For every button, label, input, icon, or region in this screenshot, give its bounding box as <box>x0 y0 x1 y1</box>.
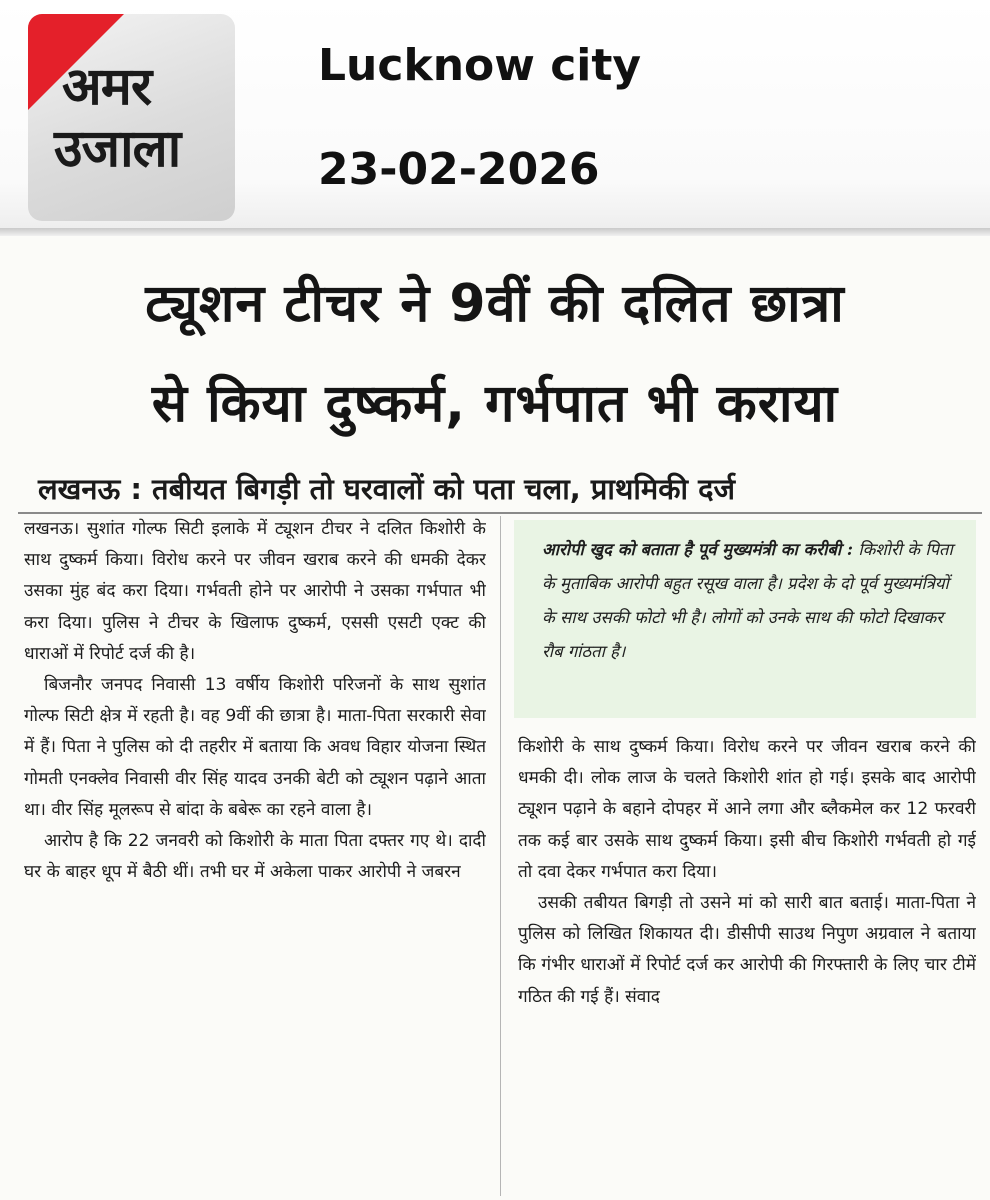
paragraph: बिजनौर जनपद निवासी 13 वर्षीय किशोरी परिजनों के साथ सुशांत गोल्फ सिटी क्षेत्र में रहती है। वह 9वीं की छात्रा है। माता-पिता सरकारी सेवा में हैं। पिता ने पुलिस को दी तहरीर में बताया कि अवध विहार योजना स्थित गोमती एनक्लेव निवासी वीर सिंह यादव उनकी बेटी को ट्यूशन पढ़ाने आता था। वीर सिंह मूलरूप से बांदा के बबेरू का रहने वाला है। <box>24 675 486 820</box>
header-divider <box>0 228 990 236</box>
newspaper-logo <box>28 14 235 221</box>
clipping-header <box>0 0 990 228</box>
paragraph: आरोप है कि 22 जनवरी को किशोरी के माता पिता दफ्तर गए थे। दादी घर के बाहर धूप में बैठी थीं। तभी घर में अकेला पाकर आरोपी ने जबरन <box>24 831 486 883</box>
edition-city: Lucknow city <box>318 40 642 91</box>
headline-line-1: ट्यूशन टीचर ने 9वीं की दलित छात्रा <box>145 274 845 334</box>
sidebar-box <box>514 520 976 718</box>
logo-text-line2: उजाला <box>54 119 181 179</box>
paragraph: उसकी तबीयत बिगड़ी तो उसने मां को सारी बात बताई। माता-पिता ने पुलिस को लिखित शिकायत दी। डीसीपी साउथ निपुण अग्रवाल ने बताया कि गंभीर धाराओं में रिपोर्ट दर्ज कर आरोपी की गिरफ्तारी के लिए चार टीमें गठित की गई हैं। संवाद <box>518 893 976 1007</box>
sidebar-box-lead: आरोपी खुद को बताता है पूर्व मुख्यमंत्री का करीबी : <box>542 539 854 559</box>
article-column-right <box>518 732 976 1198</box>
edition-date: 23-02-2026 <box>318 144 600 195</box>
headline-line-2: से किया दुष्कर्म, गर्भपात भी कराया <box>151 374 839 434</box>
article-column-left <box>24 514 486 1198</box>
logo-text-line1: अमर <box>62 57 152 117</box>
sidebar-box-body: किशोरी के पिता के मुताबिक आरोपी बहुत रसूख वाला है। प्रदेश के दो पूर्व मुख्यमंत्रियों के साथ उसकी फोटो भी है। लोगों को उनके साथ की फोटो दिखाकर रौब गांठता है। <box>542 540 953 661</box>
subheadline: लखनऊ : तबीयत बिगड़ी तो घरवालों को पता चला, प्राथमिकी दर्ज <box>38 472 736 506</box>
column-divider <box>500 516 501 1196</box>
paragraph: किशोरी के साथ दुष्कर्म किया। विरोध करने पर जीवन खराब करने की धमकी दी। लोक लाज के चलते किशोरी शांत हो गई। इसके बाद आरोपी ट्यूशन पढ़ाने के बहाने दोपहर में आने लगा और ब्लैकमेल कर 12 फरवरी तक कई बार उसके साथ दुष्कर्म किया। इसी बीच किशोरी गर्भवती हो गई तो दवा देकर गर्भपात करा दिया। <box>518 737 976 882</box>
paragraph: लखनऊ। सुशांत गोल्फ सिटी इलाके में ट्यूशन टीचर ने दलित किशोरी के साथ दुष्कर्म किया। विरोध करने पर जीवन खराब करने की धमकी देकर उसका मुंह बंद करा दिया। गर्भवती होने पर आरोपी ने उसका गर्भपात भी करा दिया। पुलिस ने टीचर के खिलाफ दुष्कर्म, एससी एसटी एक्ट की धाराओं में रिपोर्ट दर्ज की है। <box>24 519 486 664</box>
